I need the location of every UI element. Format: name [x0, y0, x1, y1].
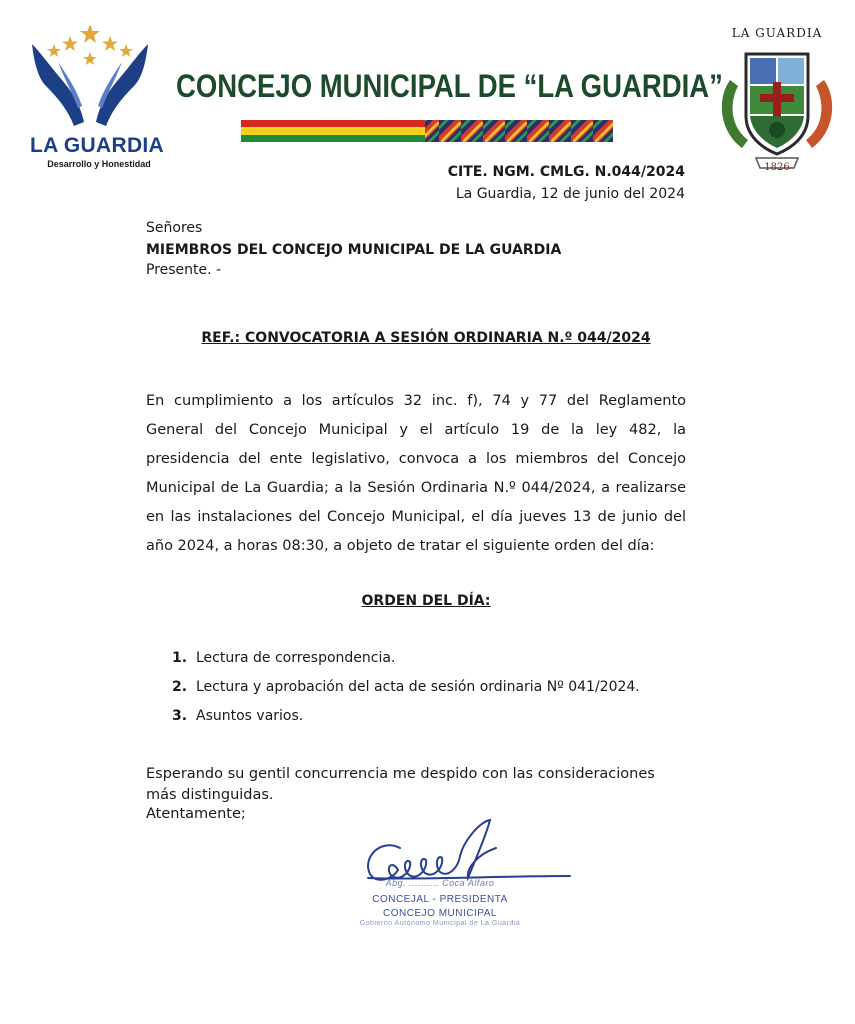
- list-item: [172, 650, 640, 679]
- item-number: 3.: [172, 708, 188, 724]
- brand-motto: Desarrollo y Honestidad: [47, 159, 151, 169]
- stamp-role: CONCEJAL - PRESIDENTA: [372, 894, 508, 905]
- stamp-entity: Gobierno Autónomo Municipal de La Guardia: [359, 920, 521, 927]
- item-number: 2.: [172, 679, 188, 695]
- letter-body: En cumplimiento a los artículos 32 inc. f), 74 y 77 del Reglamento General del Concejo Municipal y el artículo 19 de la ley 482, la presidencia del ente legislativo, convoca a los miembros del Concejo Municipal de La Guardia; a la Sesión Ordinaria N.º 044/2024, a realizarse en las instalaciones del Concejo Municipal, el día jueves 13 de junio del año 2024, a horas 08:30, a objeto de tratar el siguiente orden del día:: [146, 393, 686, 554]
- list-item: [172, 679, 640, 708]
- closing-text: Esperando su gentil concurrencia me despido con las consideraciones más distinguidas.: [146, 766, 655, 803]
- presente-line: Presente. -: [146, 262, 222, 278]
- coat-of-arms: [712, 20, 842, 180]
- item-number: 1.: [172, 650, 188, 666]
- cite-number: CITE. NGM. CMLG. N.044/2024: [447, 164, 685, 180]
- item-text: Lectura y aprobación del acta de sesión ordinaria Nº 041/2024.: [196, 679, 640, 695]
- municipal-logo: [18, 22, 168, 172]
- item-text: Asuntos varios.: [196, 708, 304, 724]
- agenda-list: [172, 650, 640, 737]
- agenda-title: ORDEN DEL DÍA:: [361, 593, 491, 609]
- recipient: MIEMBROS DEL CONCEJO MUNICIPAL DE LA GUARDIA: [146, 242, 562, 258]
- stamp-name: Abg. .......... Coca Alfaro: [385, 878, 495, 888]
- crest-year: 1826: [764, 162, 790, 173]
- coat-of-arms-icon: [712, 20, 842, 180]
- reference-line: REF.: CONVOCATORIA A SESIÓN ORDINARIA N.º 044/2024: [201, 330, 651, 346]
- brand-name: LA GUARDIA: [29, 134, 165, 157]
- letter-date: La Guardia, 12 de junio del 2024: [455, 186, 685, 202]
- list-item: [172, 708, 640, 737]
- signature-block: [340, 818, 580, 938]
- flag-stripe-icon: [241, 120, 613, 142]
- hands-stars-icon: [28, 22, 158, 134]
- item-text: Lectura de correspondencia.: [196, 650, 396, 666]
- stamp-org: CONCEJO MUNICIPAL: [383, 908, 497, 919]
- salutation: Señores: [146, 220, 203, 236]
- regards-line: Atentamente;: [146, 806, 246, 822]
- page-title: CONCEJO MUNICIPAL DE “LA GUARDIA”: [176, 68, 723, 104]
- crest-caption: LA GUARDIA: [731, 26, 823, 40]
